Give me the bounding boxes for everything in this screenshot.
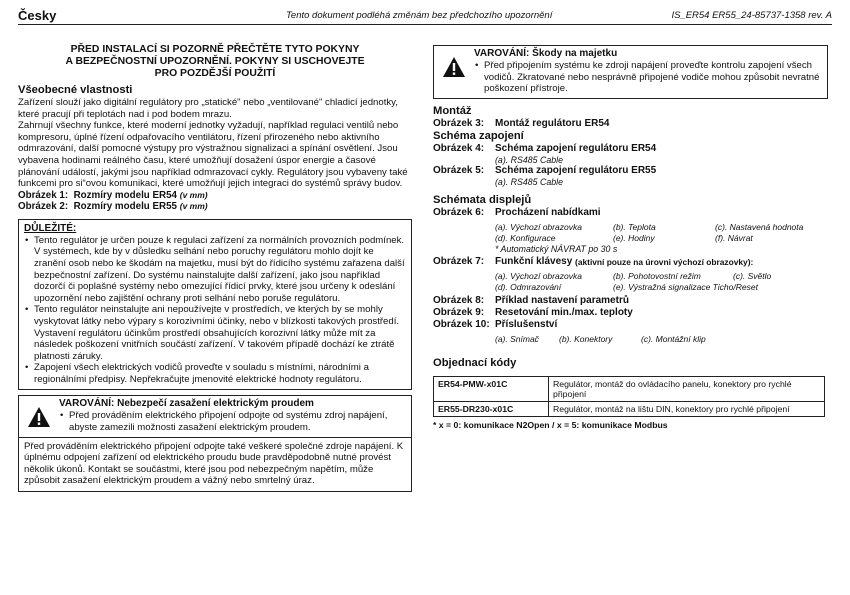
figure-4-caption (433, 143, 828, 155)
notice-heading (18, 44, 412, 80)
figure-6-note: * Automatický NÁVRAT po 30 s (495, 243, 618, 254)
figure-item: (d). Odmrazování (495, 282, 562, 293)
figure-label: Obrázek 8: (433, 295, 485, 307)
warning-list (59, 410, 406, 433)
important-item: • Tento regulátor je určen pouze k regulaci zařízení za normálních provozních podmínek. V systémech, kde by v důsledku selhání nebo poruchy regulátoru mohlo dojít ke zranění osob nebo ke škodám na majetku, musí být do řídicího systému zařazena další bezpečnostní zařízení. Do systému nainstalujte další zařízení, jako jsou například dozorčí či poplašné systémy nebo omezující řídicí prvky, které jsou určeny k odeslání upozornění nebo zajištění ochrany proti selhání nebo poruše regulátoru. (34, 235, 406, 305)
notice-line-2: A BEZPEČNOSTNÍ UPOZORNĚNÍ. POKYNY SI USCHOVEJTE (65, 56, 365, 67)
left-column (18, 44, 412, 492)
figure-5-sub: (a). RS485 Cable (495, 177, 563, 188)
figure-item: (f). Návrat (715, 232, 753, 243)
figure-title: Funkční klávesy (495, 256, 573, 268)
warning-triangle-icon (442, 56, 466, 78)
figure-label: Obrázek 2: (18, 201, 69, 213)
order-codes-table (433, 376, 825, 417)
figure-9-caption (433, 307, 828, 319)
important-title: DŮLEŽITÉ: (24, 222, 77, 234)
montaz-title: Montáž (433, 104, 472, 117)
figure-item: (b). Pohotovostní režim (613, 271, 701, 282)
figure-7-caption (433, 256, 828, 268)
language-label: Česky (18, 8, 57, 23)
figure-4-sub: (a). RS485 Cable (495, 154, 563, 165)
order-code: ER55-DR230-x01C (434, 402, 549, 417)
important-list (24, 235, 406, 386)
notice-line-1: PŘED INSTALACÍ SI POZORNĚ PŘEČTĚTE TYTO POKYNY (70, 44, 360, 55)
figure-title: Rozmíry modelu ER55 (73, 201, 177, 213)
figure-8-caption (433, 295, 828, 307)
figure-title: Schéma zapojení regulátoru ER55 (495, 165, 657, 177)
figure-label: Obrázek 1: (18, 189, 69, 201)
figure-title: Schéma zapojení regulátoru ER54 (495, 142, 657, 154)
property-damage-warning-box (433, 45, 828, 99)
shock-warning-box (18, 395, 412, 492)
figure-item: (b). Teplota (613, 221, 656, 232)
warning-title: VAROVÁNÍ: Nebezpečí zasažení elektrickým proudem (59, 398, 314, 410)
figure-item: (e). Výstražná signalizace Ticho/Reset (613, 282, 758, 293)
warning-head (19, 396, 411, 436)
figure-title: Příklad nastavení parametrů (495, 295, 629, 307)
order-description: Regulátor, montáž do ovládacího panelu, konektory pro rychlé připojení (549, 377, 825, 402)
warning-item: • Před prováděním elektrického připojení odpojte od systému zdroj napájení, abyste zamezili možnosti zasažení elektrickým proudem. (69, 410, 406, 433)
figure-note: (aktivní pouze na úrovni výchozí obrazovky): (575, 257, 754, 268)
general-text-2: Zahrnují všechny funkce, které moderní jednotky vyžadují, například regulaci ventilů nebo kompresoru, úplné řízení odpařovacího ventilátoru, řízení přirozeného nebo aktivního odmrazování, další pomocné výstupy pro výstražnou signalizaci a spínání osvětlení. Jsou vybavena hodinami reálného času, které umožňují dosažení úspor energie a časové plánování událostí, jakými jsou například odmrazovací cykly. Regulátory jsou vybaveny také funkcemi pro si“ovou komunikaci, které umožňují jejich integraci do systémů správy budov. (18, 120, 408, 190)
warning-title: VAROVÁNÍ: Škody na majetku (474, 48, 618, 59)
general-text-1: Zařízení slouží jako digitální regulátory pro „statické" nebo „ventilované" chladicí jednotky, které pracují při teplotách nad i pod bodem mrazu. (18, 97, 398, 120)
figure-label: Obrázek 5: (433, 165, 485, 177)
warning-triangle-icon (27, 406, 51, 428)
figure-label: Obrázek 3: (433, 117, 485, 129)
figure-item: (b). Konektory (559, 334, 613, 345)
figure-1-caption (18, 190, 412, 202)
document-id: IS_ER54 ER55_24-85737-1358 rev. A (671, 10, 832, 21)
general-properties-title: Všeobecné vlastnosti (18, 84, 133, 96)
figure-label: Obrázek 10: (433, 319, 490, 331)
figure-10-caption (433, 319, 828, 331)
page-header (18, 8, 832, 25)
warning-body: Před prováděním elektrického připojení odpojte také veškeré společné zdroje napájení. K úplnému odpojení zařízení od elektrického proudu bude pravděpodobně nutné provést několik úkonů. Kontakt se součástmi, které jsou pod nebezpečným napětím, může způsobit zasažení elektrickým proudem a vážný nebo smrtelný úraz. (19, 437, 411, 491)
order-codes-footnote: * x = 0: komunikace N2Open / x = 5: komunikace Modbus (433, 420, 668, 431)
important-item: • Zapojení všech elektrických vodičů proveďte v souladu s místními, národními a regionálními předpisy. Nepřekračujte jmenovité elektrické hodnoty regulátoru. (34, 362, 406, 385)
display-schemas-title: Schémata displejů (433, 193, 532, 206)
figure-5-caption (433, 165, 828, 177)
warning-list (474, 60, 822, 95)
figure-2-caption (18, 201, 412, 213)
figure-label: Obrázek 9: (433, 307, 485, 319)
figure-item: (a). Snímač (495, 334, 539, 345)
order-codes-title: Objednací kódy (433, 357, 517, 370)
figure-3-caption (433, 118, 828, 130)
disclaimer-text: Tento dokument podléhá změnám bez předchozího upozornění (286, 10, 553, 21)
figure-item: (c). Montážní klip (641, 334, 706, 345)
figure-title: Příslušenství (495, 319, 558, 331)
figure-6-caption (433, 207, 828, 219)
figure-7-items-row1 (433, 271, 828, 282)
figure-item: (c). Světlo (733, 271, 772, 282)
figure-item: (d). Konfigurace (495, 232, 556, 243)
table-row (434, 402, 825, 417)
figure-10-items (433, 334, 828, 345)
figure-7-items-row2 (433, 282, 828, 293)
notice-line-3: PRO POZDĚJŠÍ POUŽITÍ (154, 68, 276, 79)
figure-item: (a). Výchozí obrazovka (495, 221, 582, 232)
figure-unit: (v mm) (179, 201, 208, 212)
figure-title: Rozmíry modelu ER54 (73, 189, 177, 201)
figure-unit: (v mm) (179, 189, 208, 200)
figure-6-items (433, 222, 828, 244)
right-column (433, 45, 828, 432)
order-description: Regulátor, montáž na lištu DIN, konektory pro rychlé připojení (549, 402, 825, 417)
figure-title: Procházení nabídkami (495, 206, 601, 218)
warning-head (434, 46, 827, 98)
wiring-schema-title: Schéma zapojení (433, 129, 524, 142)
figure-item: (a). Výchozí obrazovka (495, 271, 582, 282)
table-row (434, 377, 825, 402)
figure-label: Obrázek 6: (433, 206, 485, 218)
figure-title: Montáž regulátoru ER54 (495, 117, 610, 129)
order-code: ER54-PMW-x01C (434, 377, 549, 402)
figure-label: Obrázek 4: (433, 142, 485, 154)
figure-item: (c). Nastavená hodnota (715, 221, 804, 232)
important-item: • Tento regulátor neinstalujte ani nepoužívejte v prostředích, ve kterých by se mohly vyskytovat látky nebo výpary s korozivními účinky, nebo v blízkosti takových prostředí. Vystavení regulátoru účinkům prostředí obsahujících korozivní látky může mít za následek poškození vnitřních součástí zařízení. V takovém případě dochází ke ztrátě platnosti záruky. (34, 304, 406, 362)
figure-item: (e). Hodiny (613, 232, 655, 243)
warning-item: • Před připojením systému ke zdroji napájení proveďte kontrolu zapojení všech vodičů. Zkratované nebo nesprávně připojené vodiče mohou způsobit nevratné poškození přístroje. (484, 60, 822, 95)
figure-label: Obrázek 7: (433, 256, 485, 268)
figure-title: Resetování min./max. teploty (495, 307, 633, 319)
important-box (18, 219, 412, 391)
